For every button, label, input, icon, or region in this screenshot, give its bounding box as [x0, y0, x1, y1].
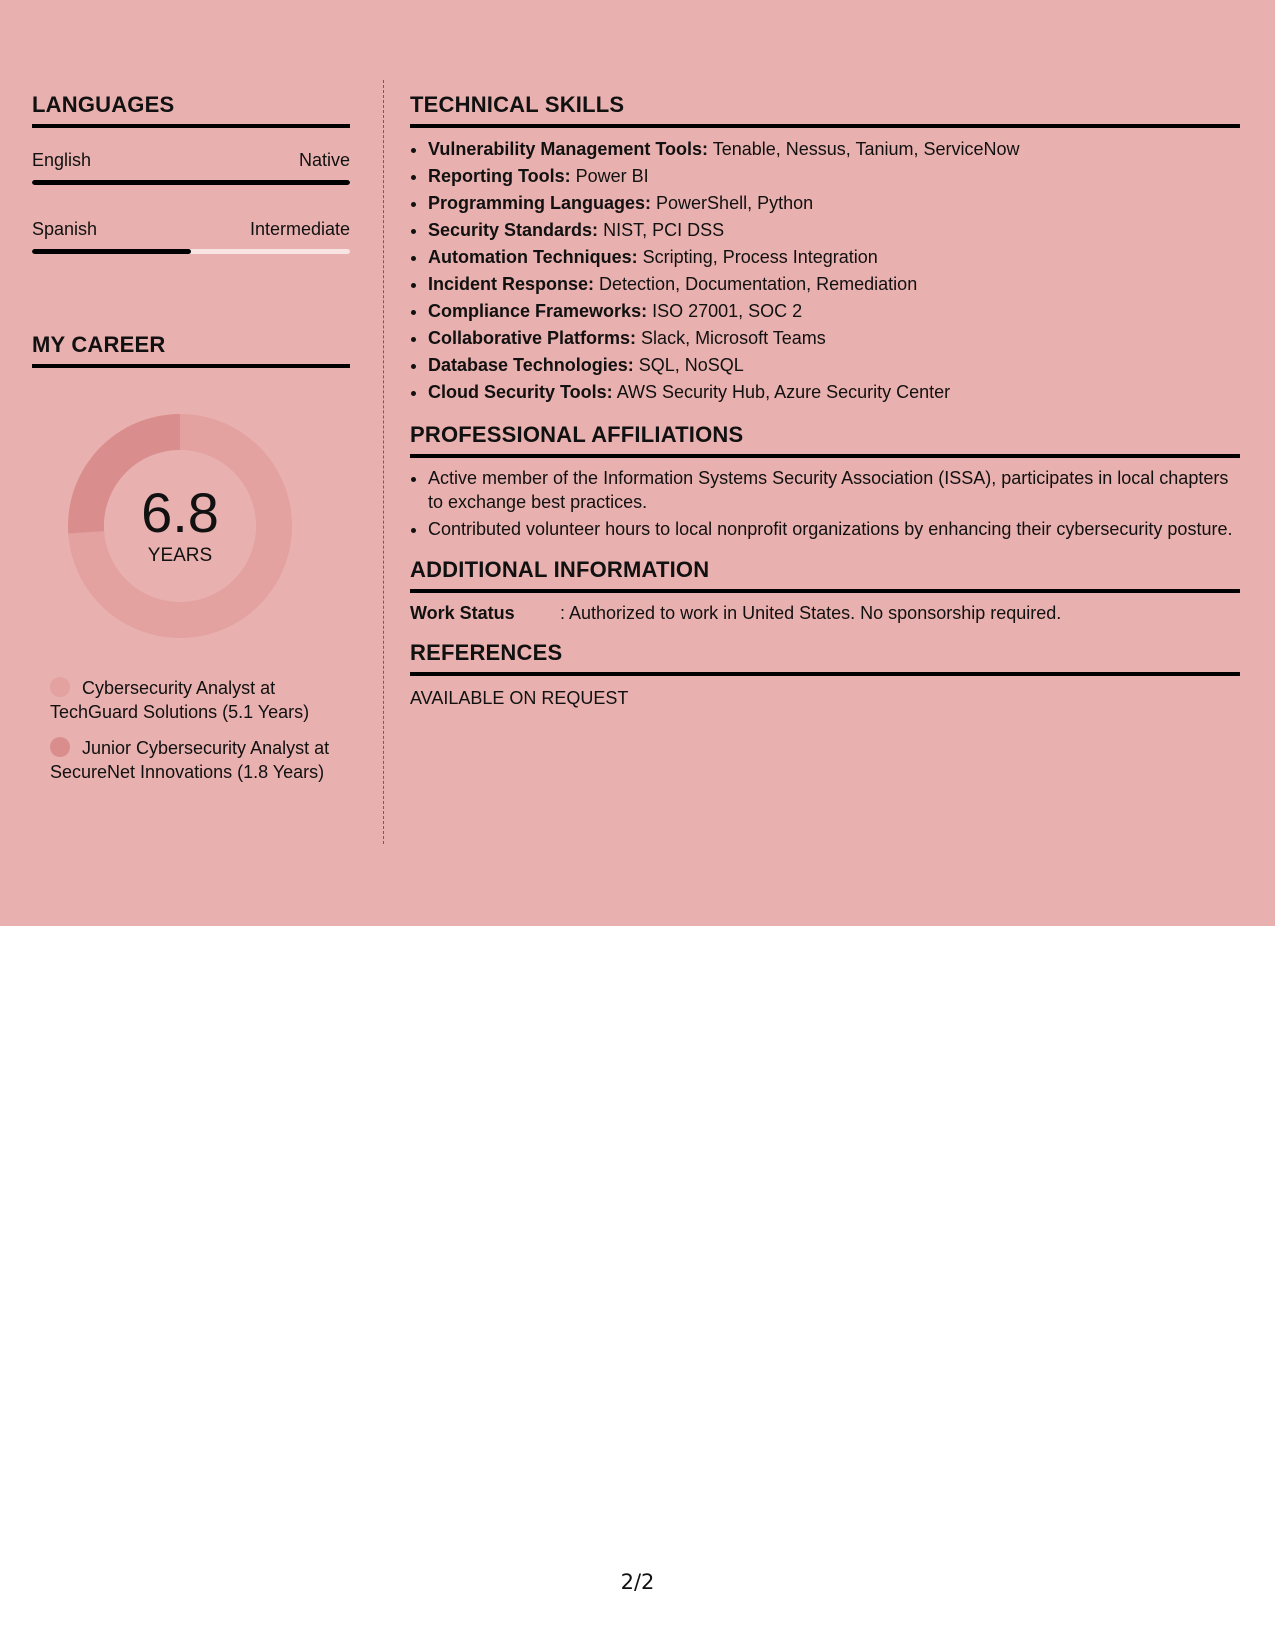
additional-info-title: ADDITIONAL INFORMATION [410, 557, 1240, 593]
skill-values: Tenable, Nessus, Tanium, ServiceNow [708, 139, 1020, 159]
skill-item [428, 298, 1240, 325]
language-name: English [32, 150, 92, 170]
skill-item [428, 163, 1240, 190]
language-english [32, 150, 350, 185]
skill-item [428, 352, 1240, 379]
career-title: MY CAREER [32, 332, 350, 368]
skill-values: PowerShell, Python [651, 193, 814, 213]
language-level: Native [298, 150, 350, 170]
skill-values: SQL, NoSQL [633, 355, 744, 375]
references-title: REFERENCES [410, 640, 1240, 676]
legend-dot [50, 737, 70, 757]
language-bar-fill [32, 180, 350, 185]
skill-item [428, 136, 1240, 163]
language-bar-fill [32, 249, 191, 254]
column-divider [383, 80, 384, 844]
page-number: 2/2 [620, 1570, 655, 1594]
technical-skills-title: TECHNICAL SKILLS [410, 92, 1240, 128]
skill-values: Scripting, Process Integration [637, 247, 878, 267]
language-bar [32, 180, 350, 185]
skill-category: Vulnerability Management Tools: [428, 139, 709, 159]
career-total-unit: YEARS [147, 545, 213, 566]
skill-category: Security Standards: [428, 220, 599, 240]
skill-category: Reporting Tools: [428, 166, 571, 186]
skill-item [428, 217, 1240, 244]
skill-category: Automation Techniques: [428, 247, 638, 267]
references-text: AVAILABLE ON REQUEST [410, 688, 629, 708]
career-donut-chart [66, 412, 294, 640]
language-spanish [32, 219, 350, 254]
skill-category: Compliance Frameworks: [428, 301, 648, 321]
legend-item [50, 736, 340, 784]
skill-values: Detection, Documentation, Remediation [594, 274, 918, 294]
affiliation-item: • Contributed volunteer hours to local nonprofit organizations by enhancing their cybersecurity posture. [428, 517, 1240, 541]
work-status-row [410, 603, 1240, 624]
legend-dot [50, 677, 70, 697]
work-status-value: : Authorized to work in United States. No sponsorship required. [560, 603, 1062, 623]
legend-label: Junior Cybersecurity Analyst at SecureNet Innovations (1.8 Years) [50, 738, 330, 782]
technical-skills-list [410, 136, 1240, 406]
skill-values: NIST, PCI DSS [598, 220, 725, 240]
skill-category: Incident Response: [428, 274, 595, 294]
work-status-label: Work Status [410, 603, 515, 623]
language-level: Intermediate [249, 219, 350, 239]
skill-values: ISO 27001, SOC 2 [647, 301, 803, 321]
skill-item [428, 244, 1240, 271]
career-total-years: 6.8 [141, 481, 219, 544]
language-name: Spanish [32, 219, 98, 239]
skill-item [428, 379, 1240, 406]
languages-title: LANGUAGES [32, 92, 350, 128]
language-bar [32, 249, 350, 254]
skill-values: AWS Security Hub, Azure Security Center [612, 382, 951, 402]
affiliations-title: PROFESSIONAL AFFILIATIONS [410, 422, 1240, 458]
skill-category: Database Technologies: [428, 355, 634, 375]
legend-item [50, 676, 340, 724]
left-column [32, 92, 350, 796]
skill-category: Collaborative Platforms: [428, 328, 637, 348]
skill-item [428, 271, 1240, 298]
skill-item [428, 190, 1240, 217]
skill-category: Programming Languages: [428, 193, 652, 213]
skill-values: Slack, Microsoft Teams [636, 328, 826, 348]
career-legend [50, 676, 340, 784]
skill-category: Cloud Security Tools: [428, 382, 613, 402]
legend-label: Cybersecurity Analyst at TechGuard Solutions (5.1 Years) [50, 678, 310, 722]
right-column [410, 92, 1240, 709]
affiliation-item: • Active member of the Information Systems Security Association (ISSA), participates in local chapters to exchange best practices. [428, 466, 1240, 514]
skill-item [428, 325, 1240, 352]
skill-values: Power BI [570, 166, 649, 186]
affiliations-list [410, 466, 1240, 541]
